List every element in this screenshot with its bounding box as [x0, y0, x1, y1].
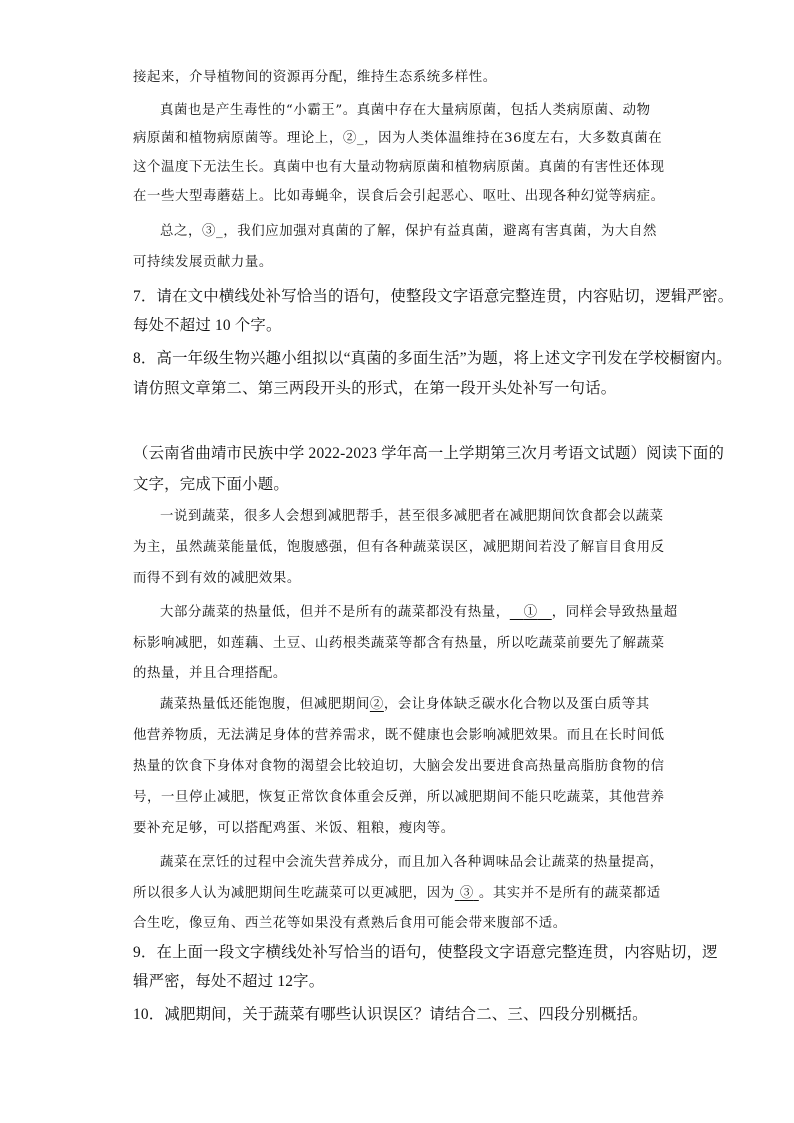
passage2-line: 合生吃，像豆角、西兰花等如果没有煮熟后食用可能会带来腹部不适。 [133, 916, 567, 931]
question-9: 9．在上面一段文字横线处补写恰当的语句，使整段文字语意完整连贯，内容贴切，逻 [133, 944, 718, 961]
passage2-line: 大部分蔬菜的热量低，但并不是所有的蔬菜都没有热量， ① ，同样会导致热量超 [160, 605, 678, 620]
passage1-line: 这个温度下无法生长。真菌中也有大量动物病原菌和植物病原菌。真菌的有害性还体现 [133, 160, 665, 175]
passage1-line: 总之，③_，我们应加强对真菌的了解，保护有益真菌，避离有害真菌，为大自然 [160, 224, 657, 239]
question-8-cont: 请仿照文章第二、第三两段开头的形式，在第一段开头处补写一句话。 [133, 380, 617, 397]
passage1-line: 可持续发展贡献力量。 [133, 255, 273, 270]
passage2-line: 的热量，并且合理搭配。 [133, 666, 287, 681]
passage2-line: 标影响减肥，如莲藕、土豆、山药根类蔬菜等都含有热量，所以吃蔬菜前要先了解蔬菜 [133, 636, 665, 651]
blank-3: ③ [459, 886, 474, 901]
blank-3: ③_ [201, 224, 224, 239]
passage2-line: 热量的饮食下身体对食物的渴望会比较迫切，大脑会发出要进食高热量高脂肪食物的信 [133, 759, 665, 774]
passage1-line: 病原菌和植物病原菌等。理论上，②_，因为人类体温维持在36度左右，大多数真菌在 [133, 131, 663, 146]
passage2-line: 他营养物质，无法满足身体的营养需求，既不健康也会影响减肥效果。而且在长时间低 [133, 728, 665, 743]
passage2-line: 而得不到有效的减肥效果。 [133, 571, 301, 586]
passage1-line: 真菌也是产生毒性的“小霸王”。真菌中存在大量病原菌，包括人类病原菌、动物 [160, 103, 651, 118]
passage2-line: 蔬菜热量低还能饱腹，但减肥期间②，会让身体缺乏碳水化合物以及蛋白质等其 [160, 697, 650, 712]
passage2-line: 号，一旦停止减肥，恢复正常饮食体重会反弹，所以减肥期间不能只吃蔬菜，其他营养 [133, 790, 665, 805]
passage2-line: 一说到蔬菜，很多人会想到减肥帮手，甚至很多减肥者在减肥期间饮食都会以蔬菜 [160, 509, 664, 524]
question-8: 8．高一年级生物兴趣小组拟以“真菌的多面生活”为题，将上述文字刊发在学校橱窗内。 [133, 350, 732, 367]
source-note-cont: 文字，完成下面小题。 [133, 476, 289, 493]
passage2-line: 为主，虽然蔬菜能量低，饱腹感强，但有各种蔬菜误区，减肥期间若没了解盲目食用反 [133, 540, 665, 555]
passage1-line: 在一些大型毒蘑菇上。比如毒蝇伞，误食后会引起恶心、呕吐、出现各种幻觉等病症。 [133, 189, 665, 204]
blank-2: ②_ [342, 131, 365, 146]
blank-2: ② [369, 697, 384, 712]
passage2-line: 要补充足够，可以搭配鸡蛋、米饭、粗粮，瘦肉等。 [133, 821, 455, 836]
question-7: 7．请在文中横线处补写恰当的语句，使整段文字语意完整连贯，内容贴切，逻辑严密。 [133, 288, 734, 305]
passage1-line: 接起来，介导植物间的资源再分配，维持生态系统多样性。 [133, 70, 497, 85]
question-9-cont: 辑严密，每处不超过 12字。 [133, 973, 325, 990]
passage2-line: 蔬菜在烹饪的过程中会流失营养成分，而且加入各种调味品会让蔬菜的热量提高， [160, 855, 664, 870]
question-7-cont: 每处不超过 10 个字。 [133, 317, 282, 334]
source-note: （云南省曲靖市民族中学 2022-2023 学年高一上学期第三次月考语文试题）阅读下面的 [133, 445, 725, 462]
question-10: 10．减肥期间，关于蔬菜有哪些认识误区？请结合二、三、四段分别概括。 [133, 1006, 648, 1023]
passage2-line: 所以很多人认为减肥期间生吃蔬菜可以更减肥，因为 ③ 。其实并不是所有的蔬菜都适 [133, 886, 661, 901]
blank-1: ① [523, 605, 538, 620]
